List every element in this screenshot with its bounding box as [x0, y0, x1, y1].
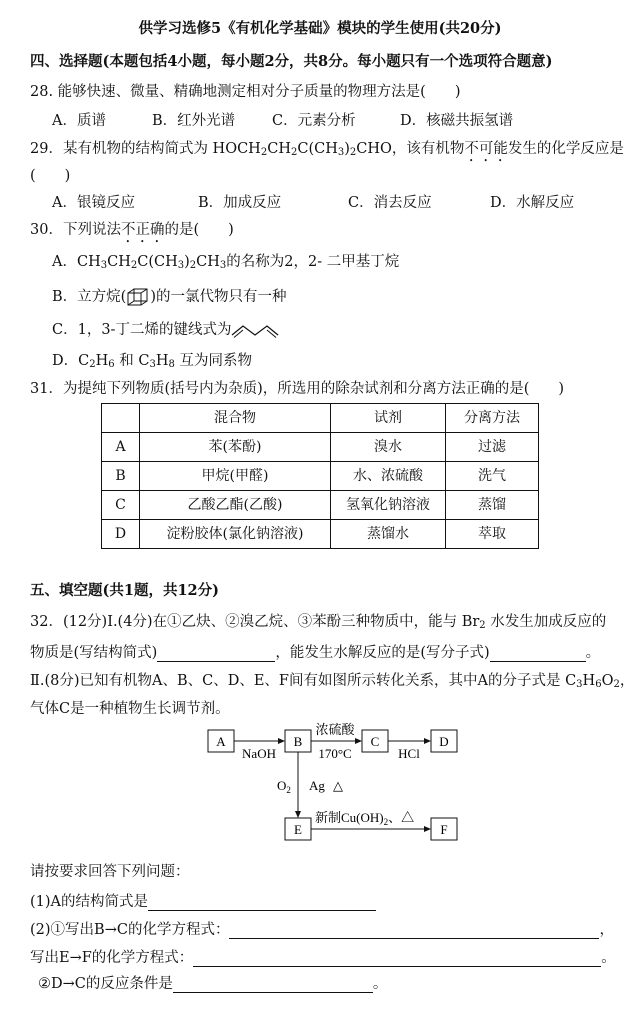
label-hcl: HCl [398, 746, 420, 761]
page-header: 供学习选修5《有机化学基础》模块的学生使用(共20分) [138, 20, 502, 37]
table-header-row [102, 404, 539, 433]
q32-sub-2c: ②D→C的反应条件是 。 [38, 976, 388, 992]
q30-emphasis: 不正确 [120, 222, 165, 238]
q28-option-d[interactable]: D．核磁共振氢谱 [400, 113, 514, 129]
q28-stem: 28. 能够快速、微量、精确地测定相对分子质量的物理方法是( ) [30, 84, 461, 100]
arrow-head-icon [424, 738, 431, 744]
table-cell: D [102, 520, 140, 549]
q32-line-1: 32．(12分)Ⅰ.(4分)在①乙炔、②溴乙烷、③苯酚三种物质中，能与 $Br_2$ 水发生加成反应的 [30, 614, 607, 631]
conversion-diagram [205, 720, 465, 852]
butadiene-skeletal-formula-icon [231, 322, 279, 338]
label-naoh: NaOH [242, 746, 276, 761]
node-b-label: B [293, 734, 303, 749]
table-cell: C [102, 491, 140, 520]
table-cell: 苯(苯酚) [140, 433, 331, 462]
q29-option-d[interactable]: D．水解反应 [490, 195, 575, 211]
q30-option-a[interactable]: A．$CH_3CH_2C(CH_3)_2CH_3$的名称为2，2- 二甲基丁烷 [52, 254, 400, 271]
table-cell: B [102, 462, 140, 491]
node-c-label: C [370, 734, 380, 749]
table-cell: 甲烷(甲醛) [140, 462, 331, 491]
label-delta: △ [333, 778, 343, 793]
table-cell: 溴水 [331, 433, 446, 462]
table-header-cell: 试剂 [331, 404, 446, 433]
answer-blank-e-f-equation[interactable] [193, 952, 601, 967]
answer-blank-formula[interactable] [490, 647, 586, 662]
arrow-head-icon [424, 826, 431, 832]
q32-sub-2b: 写出E→F的化学方程式： 。 [30, 950, 616, 966]
q28-option-b[interactable]: B．红外光谱 [152, 113, 236, 129]
q30-option-d[interactable]: D．$C_2H_6$ 和 $C_3H_8$ 互为同系物 [52, 353, 252, 370]
q30-stem: 30．下列说法不正确的是( ) [30, 222, 234, 238]
arrow-head-icon [355, 738, 362, 744]
table-header-cell: 分离方法 [446, 404, 539, 433]
table-row[interactable] [102, 520, 539, 549]
table-cell: 蒸馏 [446, 491, 539, 520]
q32-line-3: Ⅱ.(8分)已知有机物A、B、C、D、E、F间有如图所示转化关系，其中A的分子式是 $C_3H_6O_2$， [30, 673, 635, 690]
q29-options [52, 195, 574, 212]
q32-line-2: 物质是(写结构简式) ，能发生水解反应的是(写分子式) 。 [30, 645, 601, 661]
q32-line-4: 气体C是一种植物生长调节剂。 [30, 701, 230, 717]
q28-option-c[interactable]: C．元素分析 [272, 113, 356, 129]
table-cell: 氢氧化钠溶液 [331, 491, 446, 520]
table-cell: 洗气 [446, 462, 539, 491]
q30-option-c[interactable]: C．1，3-丁二烯的键线式为 [52, 322, 279, 339]
label-temp: 170°C [318, 746, 352, 761]
node-e-label: E [294, 822, 302, 837]
answer-blank-d-c-condition[interactable] [173, 978, 373, 993]
q29-emphasis: 不可能 [464, 141, 508, 157]
q29-option-a[interactable]: A．银镜反应 [52, 195, 135, 211]
table-cell: A [102, 433, 140, 462]
cubane-structure-icon [126, 287, 150, 307]
table-cell: 萃取 [446, 520, 539, 549]
q32-ask: 请按要求回答下列问题： [30, 864, 190, 880]
label-h2so4: 浓硫酸 [315, 722, 355, 737]
table-header-cell [102, 404, 140, 433]
table-cell: 水、浓硫酸 [331, 462, 446, 491]
table-cell: 淀粉胶体(氯化钠溶液) [140, 520, 331, 549]
q29-stem: 29．某有机物的结构简式为 $HOCH_2CH_2C(CH_3)_2CHO$，该有机物不可能发生的化学反应是 [30, 141, 624, 158]
q31-table [101, 403, 539, 549]
q28-option-a[interactable]: A．质谱 [52, 113, 106, 129]
node-d-label: D [439, 734, 449, 749]
table-header-cell: 混合物 [140, 404, 331, 433]
q32-sub-1: (1)A的结构简式是 [30, 894, 376, 911]
answer-blank-structure[interactable] [157, 647, 275, 662]
section-5-title: 五、填空题(共1题，共12分) [30, 582, 219, 599]
q29-bracket: ( ) [30, 168, 71, 184]
section-4-title: 四、选择题(本题包括4小题，每小题2分，共8分。每小题只有一个选项符合题意) [30, 53, 553, 70]
q31-stem: 31．为提纯下列物质(括号内为杂质)，所选用的除杂试剂和分离方法正确的是( ) [30, 381, 565, 397]
table-row[interactable] [102, 491, 539, 520]
table-cell: 蒸馏水 [331, 520, 446, 549]
q32-sub-2a: (2)①写出B→C的化学方程式： ， [30, 922, 614, 938]
q29-option-b[interactable]: B．加成反应 [198, 195, 282, 211]
node-a-label: A [216, 734, 226, 749]
label-o2: $O_2$ [277, 778, 291, 795]
q28-options [52, 113, 513, 130]
table-cell: 乙酸乙酯(乙酸) [140, 491, 331, 520]
q30-option-b[interactable]: B．立方烷( )的一氯代物只有一种 [52, 289, 287, 305]
label-cuoh2: 新制$Cu(OH)_2$、△ [315, 810, 415, 827]
answer-blank-a-structure[interactable] [148, 896, 376, 911]
node-f-label: F [440, 822, 448, 837]
label-ag: Ag [309, 778, 325, 793]
q29-option-c[interactable]: C．消去反应 [348, 195, 432, 211]
arrow-head-icon [278, 738, 285, 744]
table-row[interactable] [102, 462, 539, 491]
table-row[interactable] [102, 433, 539, 462]
arrow-head-icon [295, 811, 301, 818]
answer-blank-b-c-equation[interactable] [229, 924, 599, 939]
table-cell: 过滤 [446, 433, 539, 462]
